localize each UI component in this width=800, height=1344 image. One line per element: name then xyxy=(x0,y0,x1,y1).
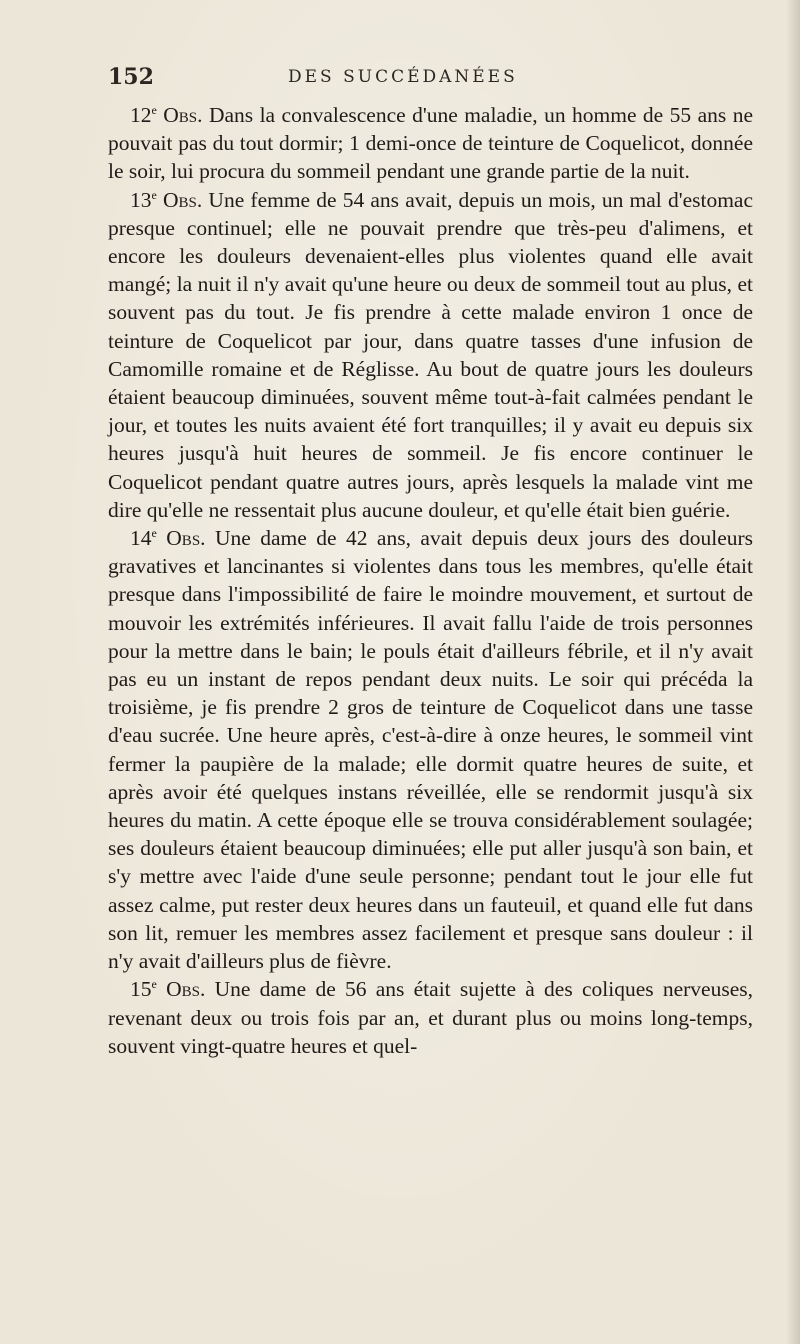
observation-14 xyxy=(108,524,753,975)
observation-number: 12e xyxy=(130,103,157,127)
running-title: DES SUCCÉDANÉES xyxy=(288,67,518,87)
observation-label: Obs. xyxy=(166,526,206,551)
body-text xyxy=(108,101,753,1060)
observation-text: Une femme de 54 ans avait, depuis un mois, un mal d'estomac presque continuel; elle ne pouvait prendre que très-peu d'alimens, et encore les douleurs devenaient-elles plus violentes quand elle avait mangé; la nuit il n'y avait qu'une heure ou deux de sommeil tout au plus, et souvent pas du tout. Je fis prendre à cette malade environ 1 once de teinture de Coquelicot par jour, dans quatre tasses d'une infusion de Camomille romaine et de Réglisse. Au bout de quatre jours les douleurs étaient beaucoup diminuées, souvent même tout-à-fait calmées pendant le jour, et toutes les nuits avaient été fort tranquilles; il y avait eu depuis six heures jusqu'à huit heures de sommeil. Je fis encore continuer le Coquelicot pendant quatre autres jours, après lesquels la malade vint me dire qu'elle ne ressentait plus aucune douleur, et qu'elle était bien guérie. xyxy=(108,187,754,522)
page-header xyxy=(108,64,708,94)
observation-number: 14e xyxy=(130,526,157,551)
observation-label: Obs. xyxy=(166,977,206,1002)
page-gutter-shadow xyxy=(786,0,800,1344)
observation-text: Une dame de 42 ans, avait depuis deux jours des douleurs gravatives et lancinantes si violentes dans tous les membres, qu'elle était presque dans l'impossibilité de faire le moindre mouvement, et surtout de mouvoir les extrémités inférieures. Il avait fallu l'aide de trois personnes pour la mettre dans le bain; le pouls était d'ailleurs fébrile, et il n'y avait pas eu un instant de repos pendant deux nuits. Le soir qui précéda la troisième, je fis prendre 2 gros de teinture de Coquelicot dans une tasse d'eau sucrée. Une heure après, c'est-à-dire à onze heures, le sommeil vint fermer la paupière de la malade; elle dormit quatre heures de suite, et après avoir été quelques instans réveillée, elle se rendormit jusqu'à six heures du matin. A cette époque elle se trouva considérablement soulagée; ses douleurs étaient beaucoup diminuées; elle put aller jusqu'à son bain, et s'y mettre avec l'aide d'une seule personne; pendant tout le jour elle fut assez calme, put rester deux heures dans un fauteuil, et quand elle fut dans son lit, remuer les membres assez facilement et presque sans douleur : il n'y avait d'ailleurs plus de fièvre. xyxy=(108,526,754,974)
observation-13 xyxy=(108,186,753,524)
observation-number: 15e xyxy=(130,977,157,1002)
observation-label: Obs. xyxy=(163,103,203,127)
observation-label: Obs. xyxy=(163,187,203,212)
observation-number: 13e xyxy=(130,187,157,212)
observation-text: Dans la convalescence d'une maladie, un homme de 55 ans ne pouvait pas du tout dormir; 1 demi-once de teinture de Coquelicot, donnée le soir, lui procura du sommeil pendant une grande partie de la nuit. xyxy=(108,103,753,184)
observation-text: Une dame de 56 ans était sujette à des coliques nerveuses, revenant deux ou trois fois par an, et durant plus ou moins long-temps, souvent vingt-quatre heures et quel- xyxy=(108,977,753,1058)
page-number: 152 xyxy=(108,64,154,90)
observation-12 xyxy=(108,101,753,186)
observation-15 xyxy=(108,975,753,1060)
